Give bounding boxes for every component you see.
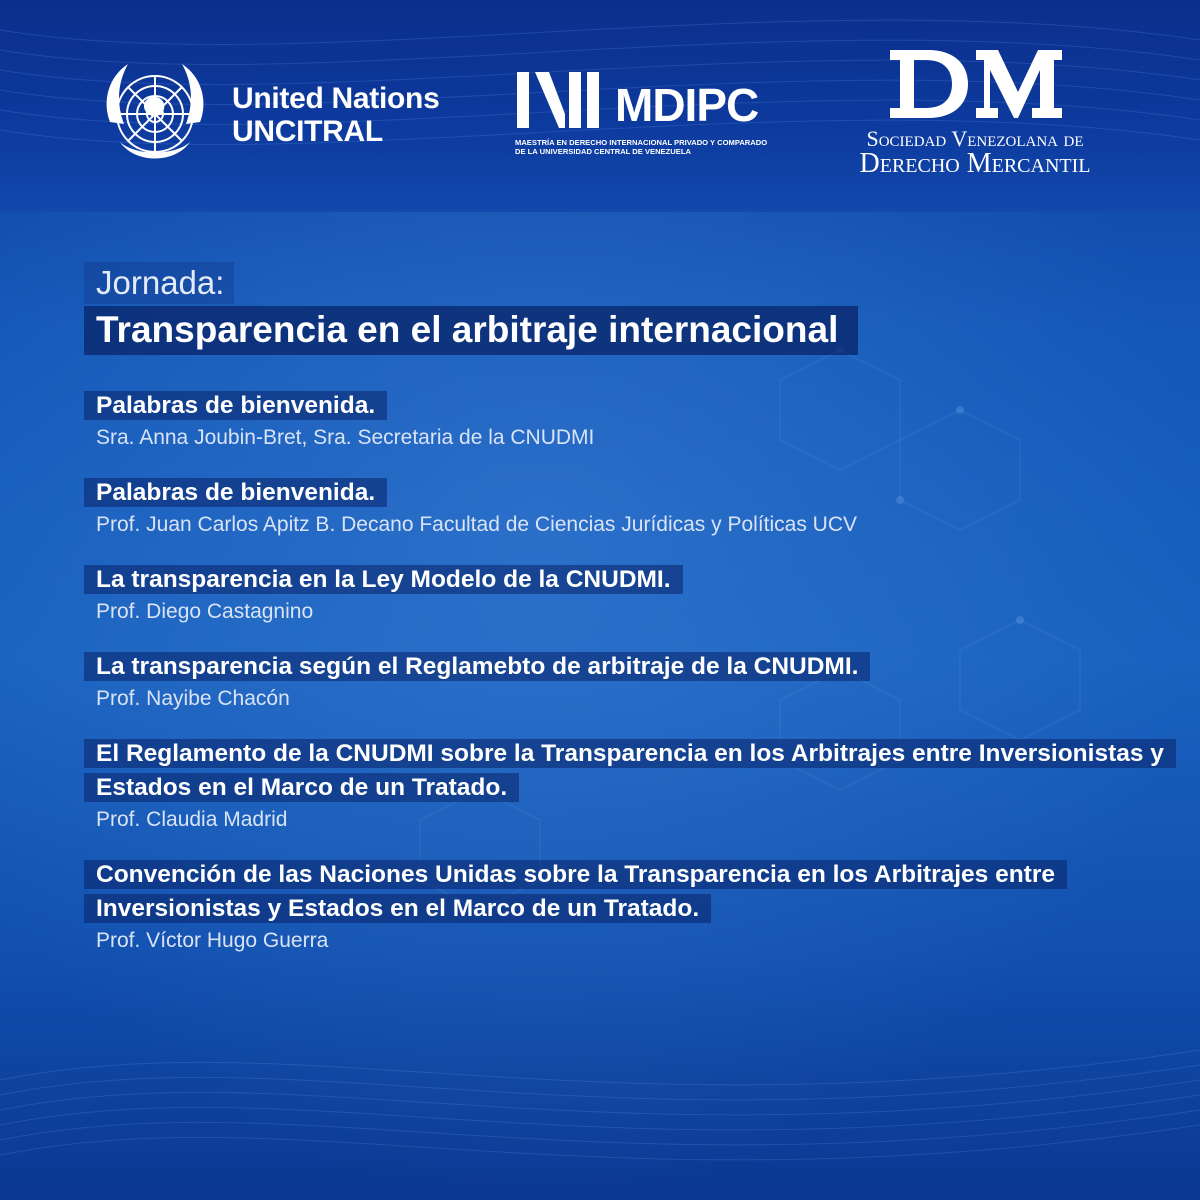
mdipc-name: MDIPC [615,79,759,131]
dm-logo-line2: Derecho Mercantil [859,148,1091,179]
mdipc-logo [515,68,785,168]
un-logo-line1: United Nations [232,82,440,115]
mdipc-subtitle [515,138,767,156]
mdipc-subtitle-line1: MAESTRÍA EN DERECHO INTERNACIONAL PRIVADO Y COMPARADO [515,138,768,147]
agenda-item [84,650,1174,712]
un-uncitral-logo [90,52,460,182]
un-logo-text [232,82,439,148]
agenda-item [84,563,1174,625]
un-emblem-icon [90,52,220,182]
event-label: Jornada: [84,262,234,304]
agenda-item-speaker: Sra. Anna Joubin-Bret, Sra. Secretaria de la CNUDMI [96,426,595,449]
agenda-item-speaker: Prof. Víctor Hugo Guerra [96,929,329,952]
agenda-item-title: Convención de las Naciones Unidas sobre la Transparencia en los Arbitrajes entre Inversionistas y Estados en el Marco de un Tratado. [84,860,1067,923]
agenda-item-title: Palabras de bienvenida. [84,478,387,507]
agenda-item-title: El Reglamento de la CNUDMI sobre la Transparencia en los Arbitrajes entre Inversionistas y Estados en el Marco de un Tratado. [84,739,1176,802]
agenda-list [84,389,1174,954]
mdipc-mark-icon [515,68,605,130]
un-logo-line2: UNCITRAL [232,115,383,148]
agenda-item [84,737,1174,833]
agenda-item [84,389,1174,451]
dm-logo [840,48,1110,178]
mdipc-subtitle-line2: DE LA UNIVERSIDAD CENTRAL DE VENEZUELA [515,147,691,156]
dm-monogram-icon [888,48,1064,120]
agenda-item [84,476,1174,538]
agenda-item-speaker: Prof. Juan Carlos Apitz B. Decano Facultad de Ciencias Jurídicas y Políticas UCV [96,513,858,536]
agenda-item-title: La transparencia según el Reglamebto de arbitraje de la CNUDMI. [84,652,870,681]
agenda-item [84,858,1174,954]
main-content [84,262,1174,979]
dm-logo-line1: Sociedad Venezolana de [866,126,1084,151]
agenda-item-title: La transparencia en la Ley Modelo de la CNUDMI. [84,565,683,594]
event-title: Transparencia en el arbitraje internacional [84,306,858,355]
agenda-item-title: Palabras de bienvenida. [84,391,387,420]
agenda-item-speaker: Prof. Diego Castagnino [96,600,314,623]
agenda-item-speaker: Prof. Claudia Madrid [96,808,288,831]
agenda-item-speaker: Prof. Nayibe Chacón [96,687,290,710]
